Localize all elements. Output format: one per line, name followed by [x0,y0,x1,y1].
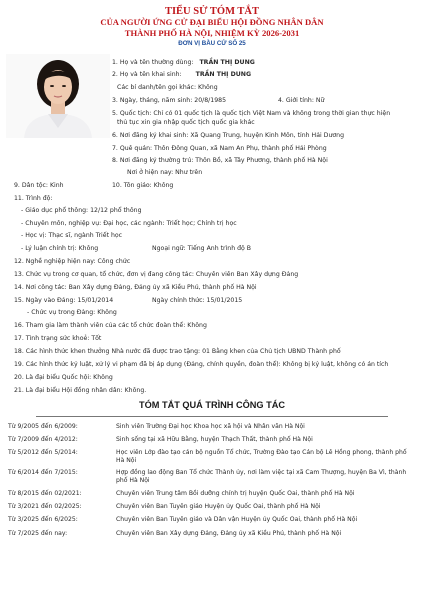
candidate-portrait-photo [6,54,110,138]
bio-academic-degree: - Học vị: Thạc sĩ, ngành Triết học [21,232,123,239]
career-description: Hợp đồng lao động Ban Tổ chức Thành ủy, nơi làm việc tại xã Cam Thượng, huyện Ba Vì, thành phố Hà Nội [116,469,407,484]
birth-name-value: TRẦN THỊ DUNG [195,71,252,78]
career-period: Từ 9/2005 đến 6/2009: [8,423,78,430]
bio-party-official-date: Ngày chính thức: 15/01/2015 [152,297,243,304]
bio-birth-name [112,71,251,78]
bio-organizations: 16. Tham gia làm thành viên của các tổ chức đoàn thể: Không [14,322,207,329]
bio-common-name [112,59,255,66]
career-section-divider [36,416,388,417]
career-period: Từ 5/2012 đến 5/2014: [8,449,78,456]
bio-current-residence: Nơi ở hiện nay: Như trên [127,169,203,176]
career-description: Học viên Lớp đào tạo cán bộ nguồn Tổ chức, Trường Đào tạo Cán bộ Lê Hồng phong, thành phố Hà Nội [116,449,407,464]
bio-workplace: 14. Nơi công tác: Ban Xây dựng Đảng, Đảng ủy xã Kiều Phú, thành phố Hà Nội [14,284,257,291]
career-period: Từ 8/2015 đến 02/2021: [8,490,82,497]
bio-general-education: - Giáo dục phổ thông: 12/12 phổ thông [21,207,142,214]
bio-foreign-language: Ngoại ngữ: Tiếng Anh trình độ B [152,245,252,252]
bio-political-theory: - Lý luận chính trị: Không [21,245,99,252]
document-subtitle-2: THÀNH PHỐ HÀ NỘI, NHIỆM KỲ 2026-2031 [124,27,300,38]
bio-birth-registration: 6. Nơi đăng ký khai sinh: Xã Quang Trung, huyện Kinh Môn, tỉnh Hải Dương [112,132,345,139]
career-description: Chuyên viên Ban Tuyên giáo Huyện ủy Quốc Oai, thành phố Hà Nội [116,503,321,510]
career-description: Chuyên viên Trung tâm Bồi dưỡng chính trị huyện Quốc Oai, thành phố Hà Nội [116,490,355,497]
portrait-illustration [6,54,110,138]
bio-party-entry-date: 15. Ngày vào Đảng: 15/01/2014 [14,297,114,304]
bio-ethnicity: 9. Dân tộc: Kinh [14,182,64,189]
bio-health: 17. Tình trạng sức khoẻ: Tốt [14,335,102,342]
bio-hometown: 7. Quê quán: Thôn Đông Quan, xã Nam An Phụ, thành phố Hải Phòng [112,145,327,152]
career-period: Từ 7/2025 đến nay: [8,530,68,537]
bio-date-of-birth: 3. Ngày, tháng, năm sinh: 20/8/1985 [112,97,227,104]
career-period: Từ 3/2021 đến 02/2025: [8,503,82,510]
birth-name-label: 2. Họ và tên khai sinh: [112,71,182,78]
career-period: Từ 6/2014 đến 7/2015: [8,469,78,476]
bio-national-assembly: 20. Là đại biểu Quốc hội: Không [14,374,113,381]
bio-nationality: 5. Quốc tịch: Chỉ có 01 quốc tịch là quốc tịch Việt Nam và không trong thời gian thực hiện [112,110,391,117]
bio-permanent-residence: 8. Nơi đăng ký thường trú: Thôn Bồ, xã Tây Phương, thành phố Hà Nội [112,157,328,164]
career-section-title: TÓM TẮT QUÁ TRÌNH CÔNG TÁC [139,400,285,410]
bio-occupation: 12. Nghề nghiệp hiện nay: Công chức [14,258,131,265]
electoral-unit: ĐƠN VỊ BẦU CỬ SỐ 25 [178,40,246,47]
career-description: Chuyên viên Ban Tuyên giáo và Dân vận Huyện ủy Quốc Oai, thành phố Hà Nội [116,516,358,523]
bio-peoples-council: 21. Là đại biểu Hội đồng nhân dân: Không. [14,387,147,394]
common-name-value: TRẦN THỊ DUNG [199,59,255,66]
document-subtitle-1: CỦA NGƯỜI ỨNG CỬ ĐẠI BIỂU HỘI ĐỒNG NHÂN DÂN [100,17,324,27]
career-description: Sinh sống tại xã Hữu Bằng, huyện Thạch Thất, thành phố Hà Nội [116,436,313,443]
bio-professional-education: - Chuyên môn, nghiệp vụ: Đại học, các ngành: Triết học; Chính trị học [21,220,237,227]
bio-party-position: - Chức vụ trong Đảng: Không [27,309,117,316]
bio-education-heading: 11. Trình độ: [14,195,53,202]
career-description: Chuyên viên Ban Xây dựng Đảng, Đảng ủy xã Kiều Phú, thành phố Hà Nội [116,530,342,537]
career-description: Sinh viên Trường Đại học Khoa học xã hội và Nhân văn Hà Nội [116,423,305,430]
bio-discipline: 19. Các hình thức kỷ luật, xử lý vi phạm đã bị áp dụng (Đảng, chính quyền, đoàn thể): Không bị kỷ luật, không có án tích [14,361,389,368]
bio-position: 13. Chức vụ trong cơ quan, tổ chức, đơn vị đang công tác: Chuyên viên Ban Xây dựng Đảng [14,271,299,278]
career-period: Từ 7/2009 đến 4/2012: [8,436,78,443]
document-title: TIỂU SỬ TÓM TẮT [164,6,260,17]
bio-gender: 4. Giới tính: Nữ [278,97,325,104]
career-period: Từ 3/2025 đến 6/2025: [8,516,78,523]
bio-awards: 18. Các hình thức khen thưởng Nhà nước đã được trao tặng: 01 Bằng khen của Chủ tịch UBND Thành phố [14,348,341,355]
common-name-label: 1. Họ và tên thường dùng: [112,59,194,66]
bio-aliases: Các bí danh/tên gọi khác: Không [117,84,218,91]
bio-religion: 10. Tôn giáo: Không [112,182,174,189]
document-header [0,6,424,48]
bio-nationality-cont: thủ tục xin gia nhập quốc tịch quốc gia khác [117,119,255,126]
